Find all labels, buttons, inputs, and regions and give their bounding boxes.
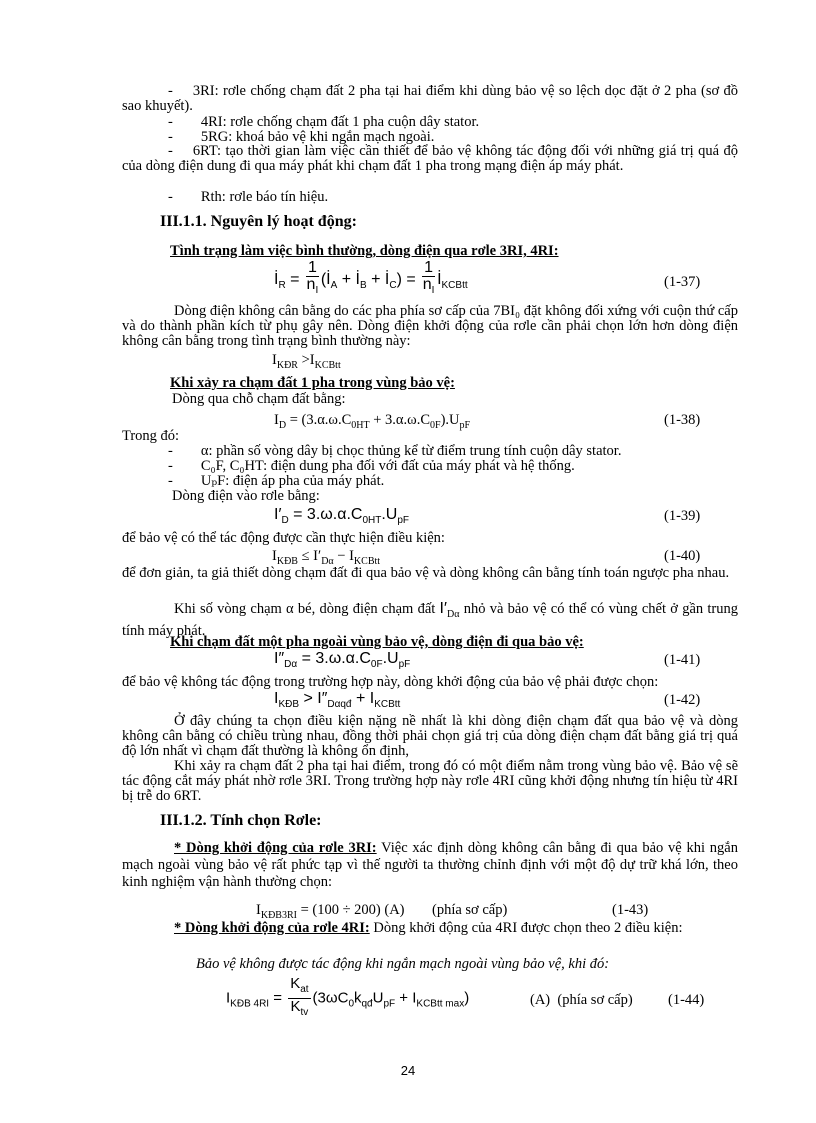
equation-1-37: $İ_R$ = $\frac{1}{n_I}$ ($İ_A$ + $İ_B$ + $İ_C$) = $\frac{1}{n_I}$ $İ_{KCBtt}$ xyxy=(274,260,468,299)
equation-1-44: $I_{KĐB 4RI}$ = $\frac{K_{at}}{K_{tv}}$ $(3\omega C_0k_{qđ}U_{pF} + I_{KCBtt max})$ xyxy=(226,976,469,1021)
equation-1-39: $I'_D = 3.\omega.\alpha.C_{0HT}.U_{pF}$ xyxy=(274,506,410,527)
bullet-rth: - Rth: rơle báo tín hiệu. xyxy=(168,189,329,205)
equation-unit: (A) (phía sơ cấp) xyxy=(530,992,633,1008)
fraction: $\frac{K_{at}}{K_{tv}}$ xyxy=(290,975,309,1018)
text-current-at-fault: Dòng qua chỗ chạm đất bằng: xyxy=(172,391,346,407)
paragraph-simplify: để đơn giản, ta giả thiết dòng chạm đất đi qua bảo vệ và dòng không cân bằng tính toán ngược pha nhau. xyxy=(122,565,730,581)
subheading-fault-inside: Khi xảy ra chạm đất 1 pha trong vùng bảo vệ: xyxy=(170,375,455,391)
equation-number: (1-44) xyxy=(668,992,705,1008)
def-alpha: - α: phần số vòng dây bị chọc thủng kể từ điểm trung tính cuộn dây stator. xyxy=(168,443,622,459)
paragraph-dead-zone: Khi số vòng chạm α bé, dòng điện chạm đất $I'_{D\alpha}$ nhỏ và bảo vệ có thể có vùng chết ở gần trung tính máy phát. xyxy=(122,600,738,639)
italic-condition: Bảo vệ không được tác động khi ngắn mạch ngoài vùng bảo vệ, khi đó: xyxy=(196,956,610,972)
text-current-relay: Dòng điện vào rơle bằng: xyxy=(172,488,320,504)
bullet-6rt: - 6RT: tạo thời gian làm việc cần thiết để bảo vệ không tác động đối với những giá trị quá độ của dòng điện dung đi qua máy phát khi chạm đất 1 pha trong mạng điện áp máy phát. xyxy=(122,143,738,174)
def-capacitance: - C₀F, C₀HT: điện dung pha đối với đất của máy phát và hệ thống. xyxy=(168,458,575,474)
paragraph-unbalanced-current: Dòng điện không cân bằng do các pha phía sơ cấp của 7BI₀ đặt không đối xứng với cuộn thứ cấp và do thành phần kích từ phụ gây nên. Dòng điện khởi động của rơle cần phải chọn lớn hơn dòng điện không cân bằng trong tình trạng bình thường này: xyxy=(122,303,738,349)
page-number: 24 xyxy=(400,1063,416,1078)
text-condition-2: để bảo vệ không tác động trong trường hợp này, dòng khởi động của bảo vệ phải được chọn: xyxy=(122,674,659,690)
text-trong-do: Trong đó: xyxy=(122,428,180,444)
subheading-normal: Tình trạng làm việc bình thường, dòng điện qua rơle 3RI, 4RI: xyxy=(170,243,559,259)
equation-1-40: $I_{KĐB} \le I'_{D\alpha} - I_{KCBtt}$ xyxy=(272,548,381,567)
condition-kdr: $I_{KĐR} >I_{KCBtt}$ xyxy=(272,352,341,371)
bullet-3ri xyxy=(122,84,738,114)
section-heading-1: III.1.1. Nguyên lý hoạt động: xyxy=(160,213,357,230)
equation-number: (1-42) xyxy=(664,692,701,708)
bullet-text: 3RI: rơle chống chạm đất 2 pha tại hai điểm khi dùng bảo vệ so lệch dọc đặt ở 2 pha (sơ đồ sao khuyết). xyxy=(122,83,738,114)
paragraph-worst-case: Ở đây chúng ta chọn điều kiện nặng nề nhất là khi dòng điện chạm đất qua bảo vệ và dòng không cân bằng có chiều trùng nhau, đồng thời phải chọn giá trị của dòng điện chạm đất bằng giá trị quá độ lớn nhất vì chạm đất thường là không ổn định, xyxy=(122,713,738,759)
equation-number: (1-40) xyxy=(664,548,701,564)
bullet-5rg: - 5RG: khoá bảo vệ khi ngắn mạch ngoài. xyxy=(168,129,435,145)
equation-side-note: (phía sơ cấp) xyxy=(432,902,508,918)
equation-1-42: $I_{KĐB} > I''_{D\alpha qđ} + I_{KCBtt}$ xyxy=(274,690,401,711)
text-condition: để bảo vệ có thể tác động được cần thực hiện điều kiện: xyxy=(122,530,445,546)
equation-number: (1-38) xyxy=(664,412,701,428)
paragraph-3ri: * Dòng khởi động của rơle 3RI: Việc xác định dòng không cân bằng đi qua bảo vệ khi ngắn mạch ngoài vùng bảo vệ rất phức tạp vì thế người ta thường chỉnh định với một độ dự trữ khá lớn, theo kinh nghiệm vận hành thường chọn: xyxy=(122,840,738,890)
equation-1-38: $I_D = (3.\alpha.\omega.C_{0HT} + 3.\alpha.\omega.C_{0F}).U_{pF}$ xyxy=(274,412,471,431)
equation-number: (1-37) xyxy=(664,274,701,290)
equation-number: (1-39) xyxy=(664,508,701,524)
equation-number: (1-41) xyxy=(664,652,701,668)
def-voltage: - UₚF: điện áp pha của máy phát. xyxy=(168,473,385,489)
dash: - xyxy=(168,83,173,99)
section-heading-2: III.1.2. Tính chọn Rơle: xyxy=(160,812,322,829)
paragraph-two-phase: Khi xảy ra chạm đất 2 pha tại hai điểm, trong đó có một điểm nằm trong vùng bảo vệ. Bảo vệ sẽ tác động cắt máy phát nhờ rơle 3RI. Trong trường hợp này rơle 4RI cũng khởi động nhưng tín hiệu từ 4RI bị trễ do 6RT. xyxy=(122,758,738,804)
subheading-fault-outside: Khi chạm đất một pha ngoài vùng bảo vệ, dòng điện đi qua bảo vệ: xyxy=(170,634,584,650)
paragraph-4ri: * Dòng khởi động của rơle 4RI: Dòng khởi động của 4RI được chọn theo 2 điều kiện: xyxy=(174,920,683,936)
bullet-4ri: - 4RI: rơle chống chạm đất 1 pha cuộn dây stator. xyxy=(168,114,480,130)
equation-1-41: $I''_{D\alpha} = 3.\omega.\alpha.C_{0F}.U_{pF}$ xyxy=(274,650,411,671)
equation-1-43: $I_{KĐB3RI} = (100 \div 200)$ (A) xyxy=(256,902,405,921)
fraction: $\frac{1}{n_I}$ xyxy=(306,259,319,297)
equation-number: (1-43) xyxy=(612,902,649,918)
fraction: $\frac{1}{n_I}$ xyxy=(422,259,435,297)
